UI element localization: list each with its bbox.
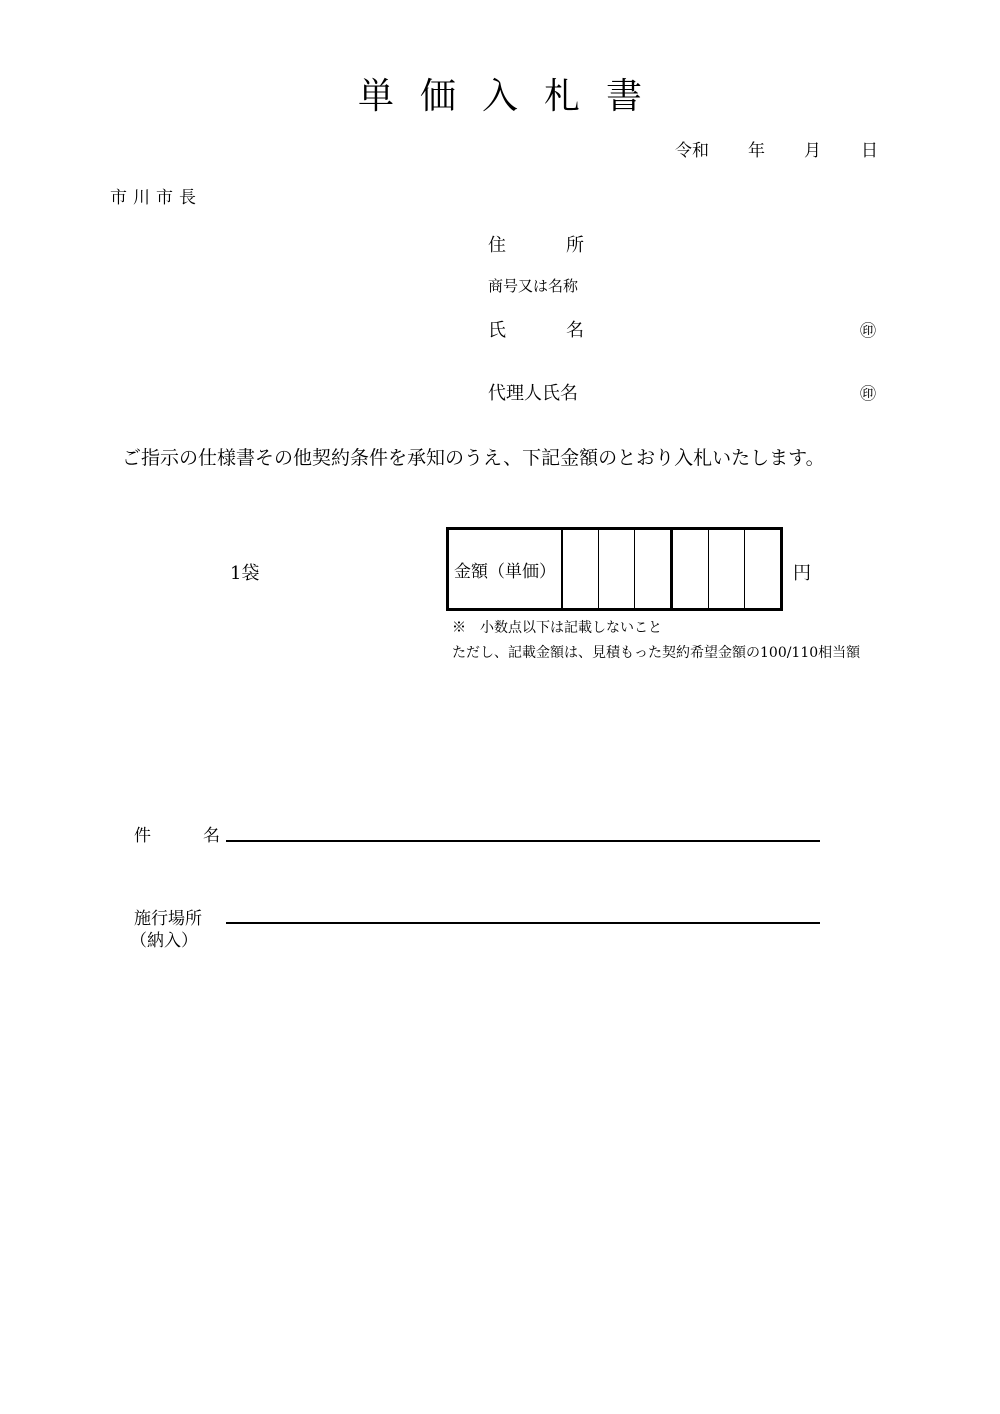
unit-label: 1袋 bbox=[230, 563, 260, 584]
subject-label: 件 名 bbox=[134, 826, 226, 846]
name-label: 氏 名 bbox=[488, 320, 592, 341]
document-title: 単価入札書 bbox=[357, 76, 668, 117]
seal-mark-agent: ㊞ bbox=[860, 384, 877, 403]
bid-statement: ご指示の仕様書その他契約条件を承知のうえ、下記金額のとおり入札いたします。 bbox=[122, 447, 825, 469]
digit-cell[interactable] bbox=[745, 530, 780, 608]
location-sublabel: （納入） bbox=[130, 931, 198, 951]
digit-cell[interactable] bbox=[563, 530, 599, 608]
currency-label: 円 bbox=[793, 563, 811, 584]
location-label: 施行場所 bbox=[134, 909, 202, 929]
subject-line[interactable] bbox=[226, 840, 820, 842]
company-label: 商号又は名称 bbox=[488, 277, 579, 295]
addressee: 市川市長 bbox=[110, 188, 202, 208]
digit-cell[interactable] bbox=[635, 530, 673, 608]
seal-mark-name: ㊞ bbox=[860, 321, 877, 340]
amount-box bbox=[446, 527, 783, 611]
agent-label: 代理人氏名 bbox=[488, 383, 578, 404]
date-day: 日 bbox=[861, 141, 878, 161]
date-month: 月 bbox=[804, 141, 821, 161]
note-decimal: ※ 小数点以下は記載しないこと bbox=[452, 620, 662, 636]
digit-cell[interactable] bbox=[599, 530, 635, 608]
note-tax: ただし、記載金額は、見積もった契約希望金額の100/110相当額 bbox=[452, 645, 861, 661]
amount-label: 金額（単価） bbox=[449, 530, 563, 608]
digit-cell[interactable] bbox=[673, 530, 709, 608]
date-year: 年 bbox=[748, 141, 765, 161]
digit-cell[interactable] bbox=[709, 530, 745, 608]
address-label: 住 所 bbox=[488, 235, 592, 256]
location-line[interactable] bbox=[226, 922, 820, 924]
date-era: 令和 bbox=[675, 141, 709, 161]
